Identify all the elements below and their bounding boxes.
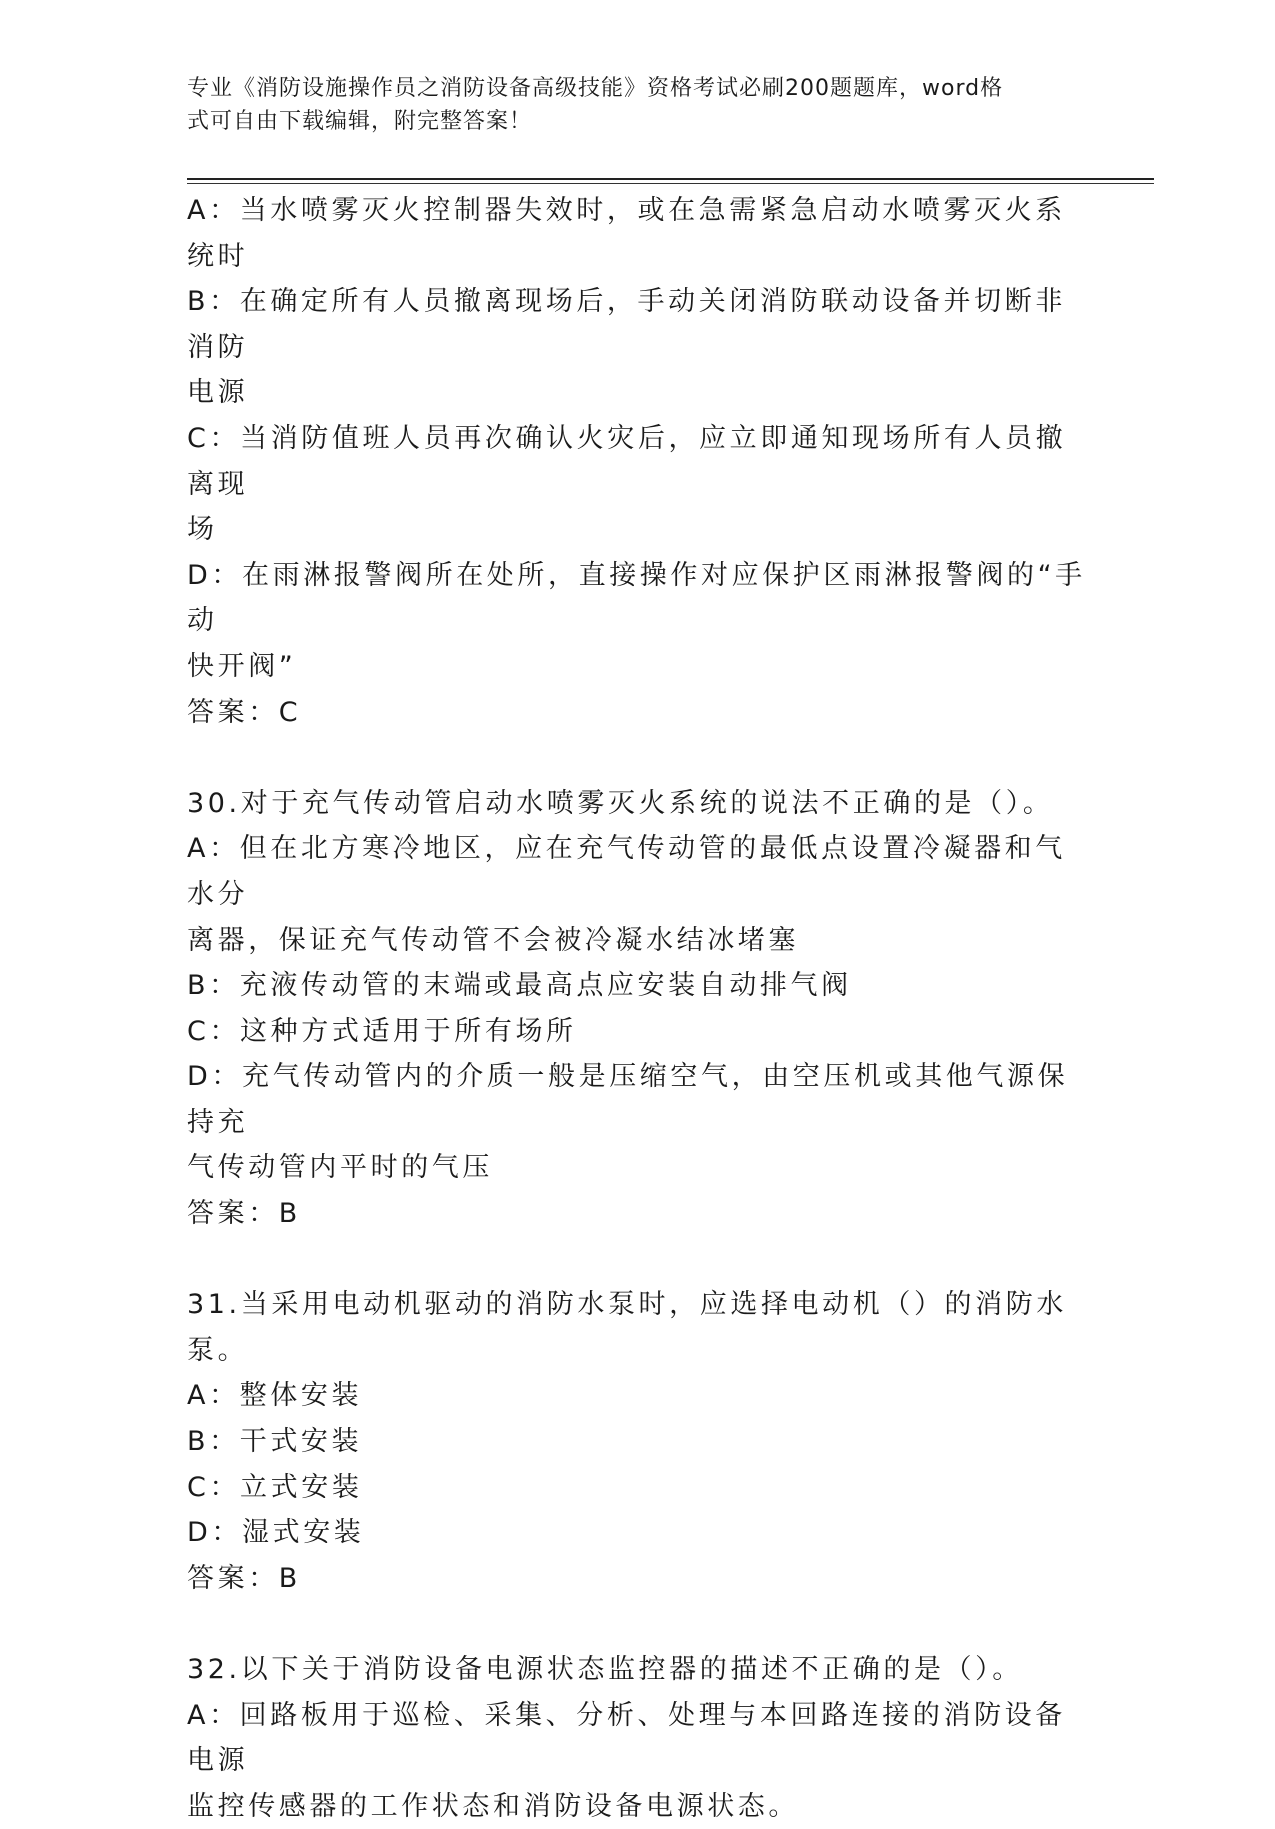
option-b: B：干式安装 [187, 1426, 363, 1458]
option-c-continued: 场 [187, 514, 218, 546]
question-text: 32.以下关于消防设备电源状态监控器的描述不正确的是（）。 [187, 1654, 1023, 1685]
option-b: B：充液传动管的末端或最高点应安装自动排气阀 [187, 970, 852, 1002]
option-d: D：在雨淋报警阀所在处所，直接操作对应保护区雨淋报警阀的“手动 [187, 559, 1086, 637]
answer: 答案：B [187, 1562, 301, 1594]
option-d-continued: 快开阀” [187, 650, 297, 682]
option-d: D：湿式安装 [187, 1517, 365, 1549]
header-rule-thin [187, 183, 1154, 184]
option-c: C：立式安装 [187, 1471, 363, 1503]
option-a-continued: 离器，保证充气传动管不会被冷凝水结冰堵塞 [187, 924, 799, 956]
answer: 答案：B [187, 1198, 301, 1230]
question-list [187, 188, 1087, 1829]
question-32 [187, 1647, 1087, 1829]
option-d: D：充气传动管内的介质一般是压缩空气，由空压机或其他气源保持充 [187, 1061, 1069, 1138]
option-d-continued: 气传动管内平时的气压 [187, 1152, 493, 1184]
header-rule-thick [187, 178, 1154, 180]
option-b-continued: 电源 [187, 377, 249, 409]
option-a: A：但在北方寒冷地区，应在充气传动管的最低点设置冷凝器和气水分 [187, 833, 1066, 910]
document-header [187, 72, 1067, 138]
option-c: C：当消防值班人员再次确认火灾后，应立即通知现场所有人员撤离现 [187, 422, 1067, 500]
question-29 [187, 188, 1087, 735]
question-30 [187, 781, 1087, 1237]
option-a-continued: 监控传感器的工作状态和消防设备电源状态。 [187, 1790, 799, 1822]
option-b: B：在确定所有人员撤离现场后，手动关闭消防联动设备并切断非消防 [187, 286, 1066, 363]
spacer [187, 735, 1087, 781]
spacer [187, 1601, 1087, 1647]
question-text: 31.当采用电动机驱动的消防水泵时，应选择电动机（）的消防水泵。 [187, 1289, 1067, 1366]
spacer [187, 1237, 1087, 1283]
answer: 答案：C [187, 696, 302, 728]
option-a: A：整体安装 [187, 1380, 363, 1412]
question-31 [187, 1282, 1087, 1601]
question-text: 30.对于充气传动管启动水喷雾灭火系统的说法不正确的是（）。 [187, 787, 1054, 819]
header-line-2: 式可自由下载编辑，附完整答案！ [187, 109, 533, 134]
option-a: A：当水喷雾灭火控制器失效时，或在急需紧急启动水喷雾灭火系统时 [187, 195, 1066, 272]
option-c: C：这种方式适用于所有场所 [187, 1015, 577, 1047]
option-a: A：回路板用于巡检、采集、分析、处理与本回路连接的消防设备电源 [187, 1699, 1066, 1777]
header-line-1: 专业《消防设施操作员之消防设备高级技能》资格考试必刷200题题库，word格 [187, 76, 1004, 101]
